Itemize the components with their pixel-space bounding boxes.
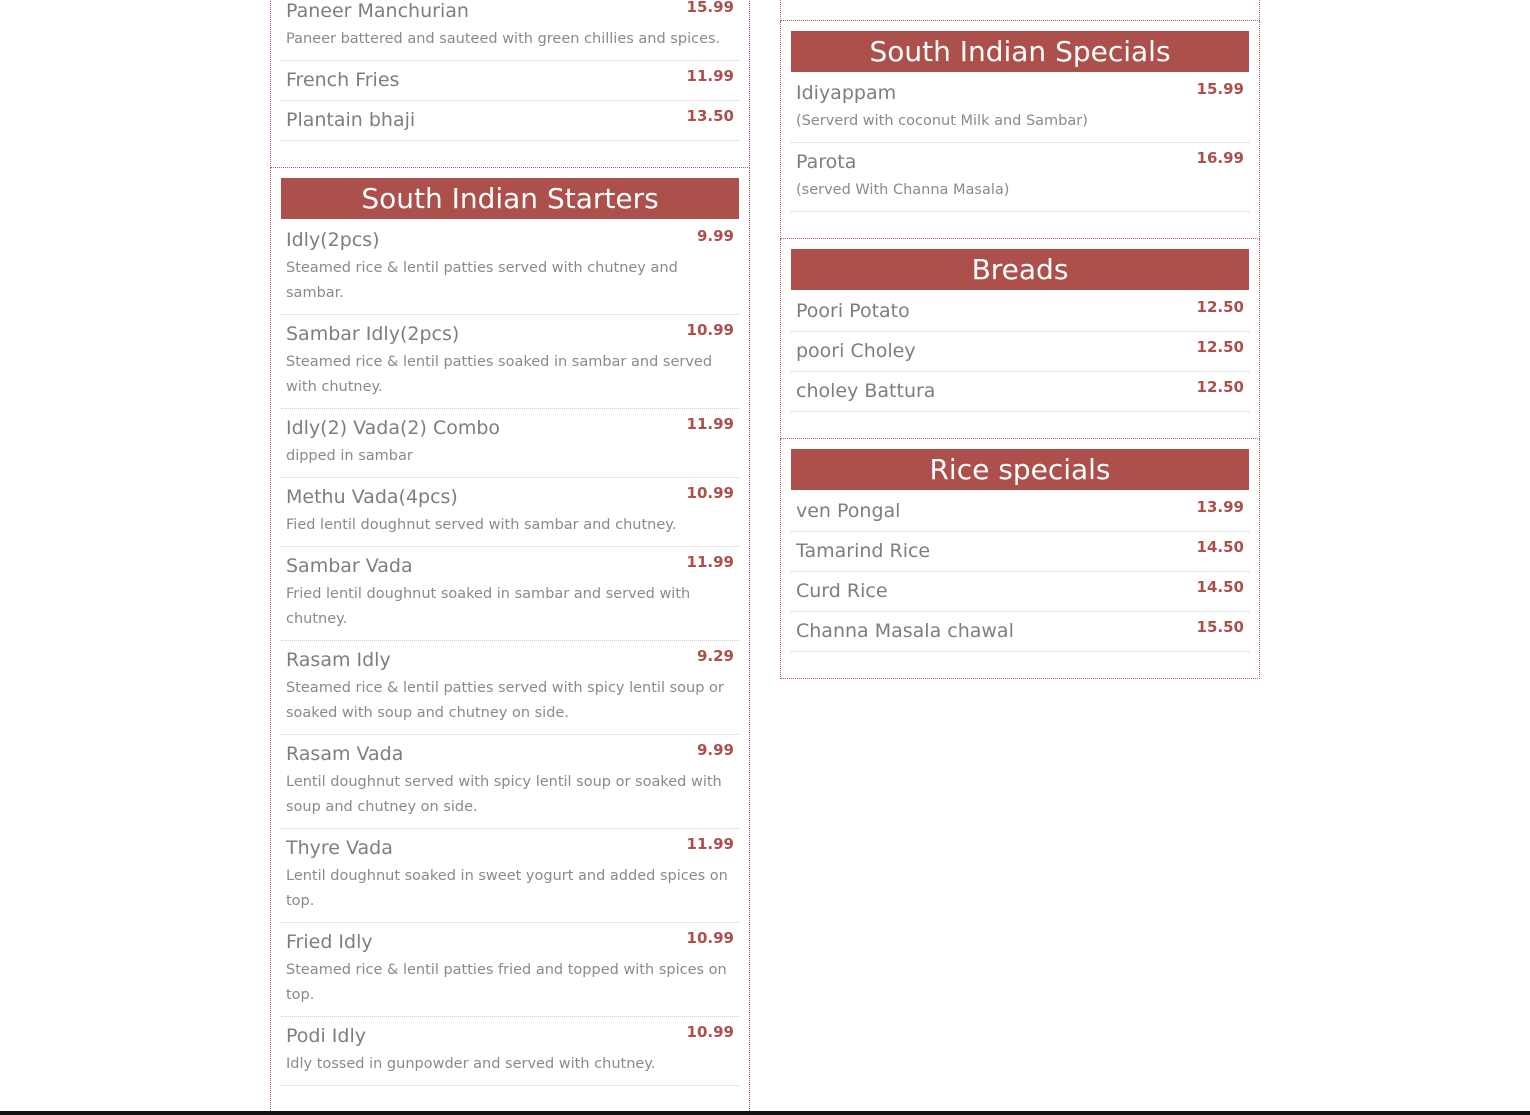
section-title: South Indian Specials [791,31,1249,72]
menu-item-description: Fried lentil doughnut soaked in sambar and served with chutney. [286,586,691,627]
menu-item-description: Lentil doughnut served with spicy lentil soup or soaked with soup and chutney on side. [286,774,722,815]
menu-item-price: 12.50 [1196,338,1244,356]
menu-item-name: Parota [796,151,857,173]
menu-item-price: 13.50 [686,107,734,125]
menu-section-rice-specials [780,439,1260,679]
menu-item-name: Sambar Vada [286,555,413,577]
menu-item-price: 14.50 [1196,538,1244,556]
menu-item [281,641,739,735]
footer-bar [0,1111,1530,1115]
menu-item [281,221,739,315]
menu-item-description: (served With Channa Masala) [796,182,1010,198]
menu-item-description: Steamed rice & lentil patties soaked in sambar and served with chutney. [286,354,713,395]
menu-item [281,409,739,478]
menu-item [281,0,739,61]
menu-section-appetizers [270,0,750,168]
menu-item-description: Steamed rice & lentil patties served with spicy lentil soup or soaked with soup and chutney on side. [286,680,724,721]
menu-section-south-indian-starters [270,168,750,1113]
menu-item-name: Tamarind Rice [796,540,931,562]
menu-item-name: Idly(2) Vada(2) Combo [286,417,501,439]
menu-item [791,292,1249,332]
menu-item-price: 10.99 [686,321,734,339]
menu-item [281,478,739,547]
menu-item [791,74,1249,143]
menu-item-name: Thyre Vada [286,837,393,859]
menu-item-name: ven Pongal [796,500,901,522]
menu-item [791,332,1249,372]
menu-item [791,492,1249,532]
menu-item [791,612,1249,652]
menu-item-price: 11.99 [686,415,734,433]
menu-item [791,143,1249,212]
menu-item-price: 12.50 [1196,378,1244,396]
menu-section-south-indian-specials [780,21,1260,239]
menu-item-name: Sambar Idly(2pcs) [286,323,460,345]
menu-column-left [270,0,750,1113]
menu-item-price: 15.99 [686,0,734,16]
menu-item-price: 10.99 [686,1023,734,1041]
menu-item [281,547,739,641]
menu-item-name: Poori Potato [796,300,910,322]
menu-item-description: Paneer battered and sauteed with green chillies and spices. [286,31,721,47]
menu-item-description: Steamed rice & lentil patties fried and topped with spices on top. [286,962,727,1003]
menu-item-description: Steamed rice & lentil patties served with chutney and sambar. [286,260,678,301]
menu-item-price: 13.99 [1196,498,1244,516]
menu-item-name: Fried Idly [286,931,373,953]
section-title: South Indian Starters [281,178,739,219]
menu-item-price: 9.99 [696,227,734,245]
menu-item-description: Fied lentil doughnut served with sambar and chutney. [286,517,677,533]
menu-item [281,61,739,101]
menu-item-price: 11.99 [686,67,734,85]
menu-item-price: 10.99 [686,484,734,502]
section-title: Breads [791,249,1249,290]
menu-item [281,735,739,829]
menu-item-price: 14.50 [1196,578,1244,596]
menu-item-name: Idly(2pcs) [286,229,380,251]
menu-column-right [780,0,1260,679]
menu-item [281,1017,739,1086]
menu-item-price: 9.29 [696,647,734,665]
menu-item-name: Rasam Vada [286,743,404,765]
menu-item [281,101,739,141]
menu-item-price: 15.99 [1196,80,1244,98]
menu-item [281,829,739,923]
menu-item-name: Curd Rice [796,580,888,602]
menu-item-name: Plantain bhaji [286,109,416,131]
menu-item [281,315,739,409]
menu-item-price: 9.99 [696,741,734,759]
menu-item-name: Channa Masala chawal [796,620,1014,642]
menu-item-name: Rasam Idly [286,649,391,671]
menu-item [791,572,1249,612]
menu-item-price: 10.99 [686,929,734,947]
menu-item-description: (Serverd with coconut Milk and Sambar) [796,113,1088,129]
menu-item-description: Idly tossed in gunpowder and served with chutney. [286,1056,656,1072]
menu-item-name: poori Choley [796,340,916,362]
menu-section-breads [780,239,1260,439]
menu-item-name: choley Battura [796,380,936,402]
menu-item-price: 16.99 [1196,149,1244,167]
menu-item-price: 11.99 [686,553,734,571]
menu-item-description: Lentil doughnut soaked in sweet yogurt and added spices on top. [286,868,728,909]
menu-item [791,372,1249,412]
menu-item-name: Paneer Manchurian [286,0,469,22]
menu-item-name: Podi Idly [286,1025,366,1047]
menu-item-description: dipped in sambar [286,448,413,464]
menu-item-price: 12.50 [1196,298,1244,316]
section-title: Rice specials [791,449,1249,490]
menu-section-previous [780,0,1260,21]
menu-item-name: French Fries [286,69,400,91]
menu-item [281,923,739,1017]
menu-item-name: Idiyappam [796,82,897,104]
menu-item-price: 15.50 [1196,618,1244,636]
menu-item [791,532,1249,572]
menu-item-price: 11.99 [686,835,734,853]
menu-item-name: Methu Vada(4pcs) [286,486,458,508]
